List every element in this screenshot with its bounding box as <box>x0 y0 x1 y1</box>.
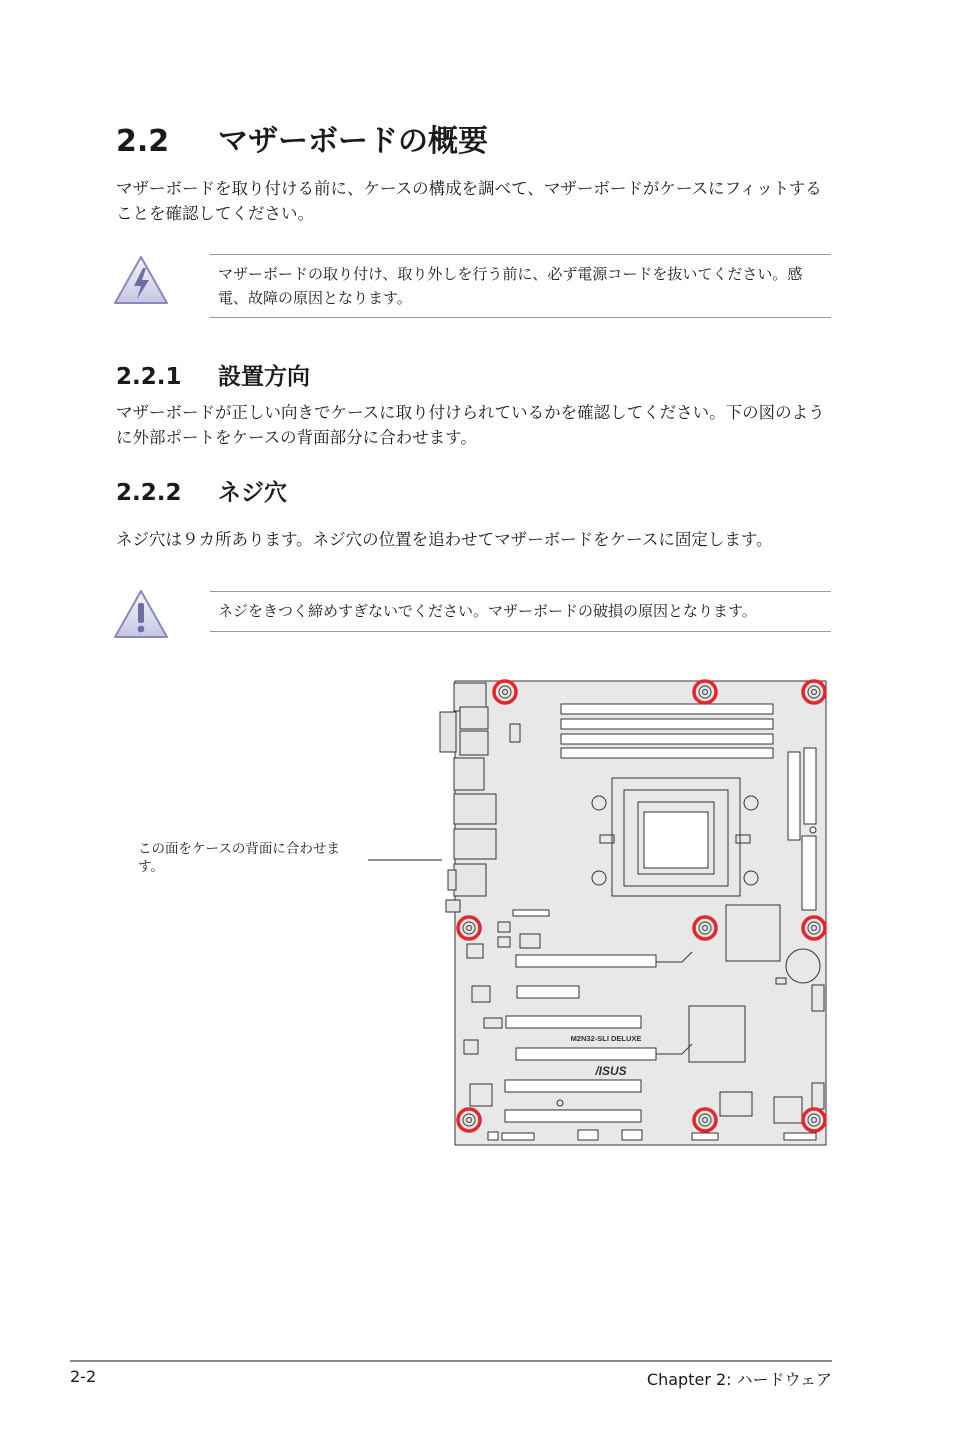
page-number: 2-2 <box>70 1367 97 1386</box>
board-model-label: M2N32-SLI DELUXE <box>570 1034 642 1043</box>
note-bottom-rule <box>210 317 831 318</box>
chapter-label: Chapter 2: ハードウェア <box>646 1370 832 1389</box>
board-brand-label: /ISUS <box>595 1064 627 1078</box>
subsection-heading-screw-holes <box>116 474 287 507</box>
lightning-warning-icon <box>112 254 170 306</box>
subsection-title: ネジ穴 <box>218 480 287 506</box>
subsection-number: 2.2.2 <box>116 480 182 506</box>
section-title: マザーボードの概要 <box>218 124 488 159</box>
motherboard-diagram <box>360 676 840 1151</box>
warning-note-text: マザーボードの取り付け、取り外しを行う前に、必ず電源コードを抜いてください。感電、故障の原因となります。 <box>218 265 803 307</box>
section-heading <box>116 116 488 160</box>
diagram-callout: この面をケースの背面に合わせます。 <box>138 841 340 875</box>
caution-note-text: ネジをきつく締めすぎないでください。マザーボードの破損の原因となります。 <box>218 602 757 620</box>
intro-paragraph: マザーボードを取り付ける前に、ケースの構成を調べて、マザーボードがケースにフィットすることを確認してください。 <box>116 179 822 223</box>
subsection-title: 設置方向 <box>218 364 310 390</box>
exclamation-caution-icon <box>112 588 170 640</box>
note-bottom-rule <box>210 631 831 632</box>
orientation-paragraph: マザーボードが正しい向きでケースに取り付けられているかを確認してください。下の図のように外部ポートをケースの背面部分に合わせます。 <box>116 403 825 447</box>
screw-holes-paragraph: ネジ穴は９カ所あります。ネジ穴の位置を追わせてマザーボードをケースに固定します。 <box>116 530 773 549</box>
footer-rule <box>70 1360 832 1362</box>
section-number: 2.2 <box>116 124 170 159</box>
subsection-number: 2.2.1 <box>116 364 182 390</box>
note-top-rule <box>210 254 831 255</box>
note-top-rule <box>210 591 831 592</box>
subsection-heading-orientation <box>116 358 310 391</box>
